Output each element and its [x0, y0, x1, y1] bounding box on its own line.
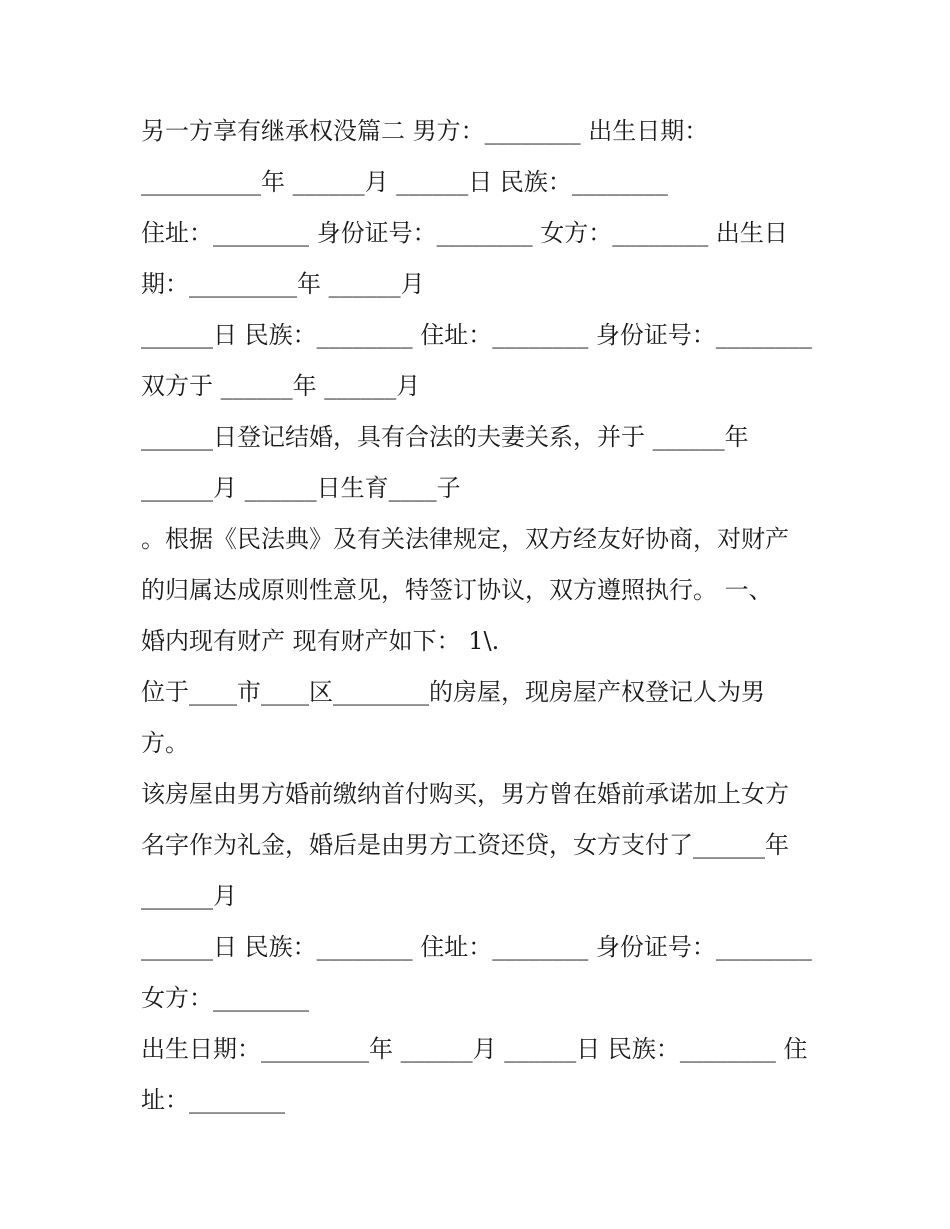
text-line: ______日 民族：________ 住址：________ 身份证号：________	[141, 321, 812, 349]
text-line: 名字作为礼金，婚后是由男方工资还贷，女方支付了______年	[141, 831, 789, 859]
text-line: 。根据《民法典》及有关法律规定，双方经友好协商，对财产	[141, 525, 789, 553]
text-line: 位于____市____区________的房屋，现房屋产权登记人为男	[141, 678, 765, 706]
text-line: ______日 民族：________ 住址：________ 身份证号：________	[141, 933, 812, 961]
text-line: 方。	[141, 729, 189, 757]
text-line: 的归属达成原则性意见，特签订协议，双方遵照执行。 一、	[141, 576, 773, 604]
document-body	[141, 106, 821, 1126]
text-line: 出生日期：_________年 ______月 ______日 民族：________ 住	[141, 1035, 808, 1063]
text-line: 女方：________	[141, 984, 309, 1012]
text-line: 另一方享有继承权没篇二 男方：________ 出生日期：	[141, 117, 709, 145]
text-line: __________年 ______月 ______日 民族：________	[141, 168, 668, 196]
text-line: ______月	[141, 882, 237, 910]
text-line: 双方于 ______年 ______月	[141, 372, 421, 400]
text-line: 期：_________年 ______月	[141, 270, 425, 298]
text-line: ______日登记结婚，具有合法的夫妻关系，并于 ______年	[141, 423, 749, 451]
text-line: 址：________	[141, 1086, 285, 1114]
text-line: 住址：________ 身份证号：________ 女方：________ 出生日	[141, 219, 788, 247]
text-line: ______月 ______日生育____子	[141, 474, 461, 502]
text-line: 该房屋由男方婚前缴纳首付购买，男方曾在婚前承诺加上女方	[141, 780, 789, 808]
text-line: 婚内现有财产 现有财产如下： 1\.	[141, 627, 500, 655]
